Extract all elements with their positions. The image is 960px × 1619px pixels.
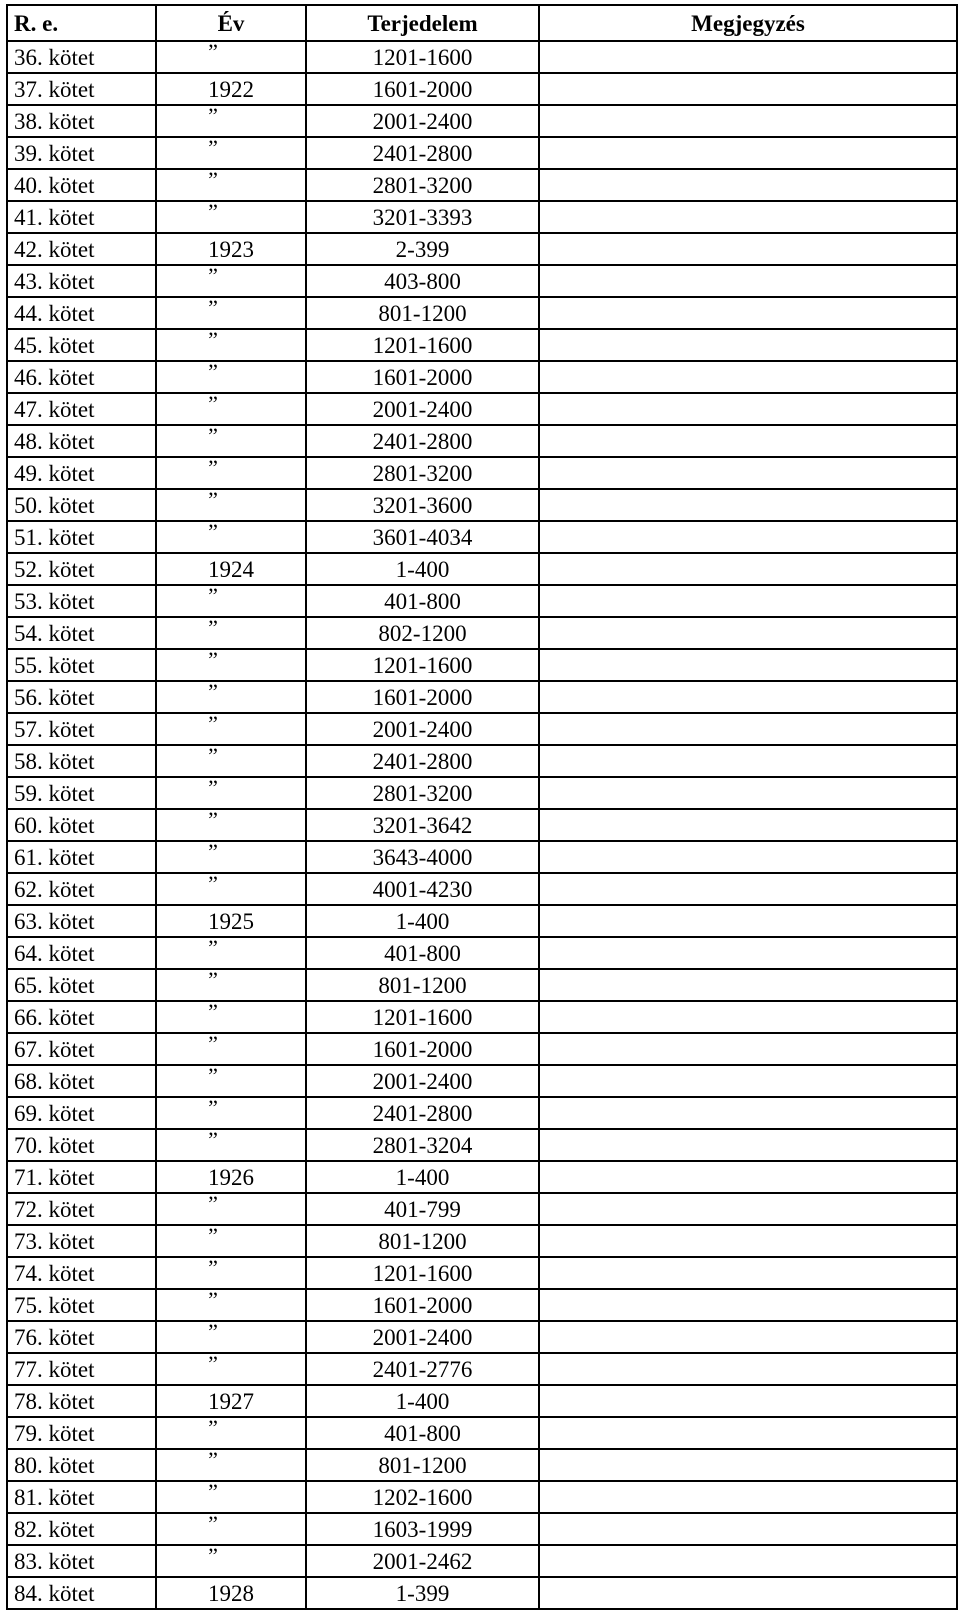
cell-volume: 48. kötet: [7, 425, 156, 457]
cell-year: [156, 649, 306, 681]
cell-note: [539, 681, 957, 713]
cell-note: [539, 745, 957, 777]
cell-range: 1601-2000: [306, 361, 539, 393]
cell-range: 2401-2800: [306, 1097, 539, 1129]
table-row: [7, 1481, 957, 1513]
cell-year: [156, 969, 306, 1001]
cell-volume: 69. kötet: [7, 1097, 156, 1129]
cell-range: 1-400: [306, 553, 539, 585]
cell-note: [539, 1193, 957, 1225]
cell-range: 401-800: [306, 937, 539, 969]
table-row: [7, 777, 957, 809]
cell-volume: 55. kötet: [7, 649, 156, 681]
cell-volume: 83. kötet: [7, 1545, 156, 1577]
cell-note: [539, 1449, 957, 1481]
cell-range: 401-799: [306, 1193, 539, 1225]
table-row: [7, 1225, 957, 1257]
table-row: [7, 41, 957, 73]
header-ev: Év: [156, 5, 306, 41]
cell-note: [539, 841, 957, 873]
ditto-mark: ”: [208, 937, 218, 960]
cell-year: [156, 41, 306, 73]
cell-volume: 72. kötet: [7, 1193, 156, 1225]
table-row: [7, 137, 957, 169]
ditto-mark: ”: [208, 585, 218, 608]
cell-range: 801-1200: [306, 297, 539, 329]
table-body: [7, 41, 957, 1609]
table-row: [7, 1257, 957, 1289]
ditto-mark: ”: [208, 969, 218, 992]
cell-volume: 57. kötet: [7, 713, 156, 745]
cell-range: 1601-2000: [306, 1033, 539, 1065]
cell-volume: 39. kötet: [7, 137, 156, 169]
cell-volume: 38. kötet: [7, 105, 156, 137]
cell-volume: 36. kötet: [7, 41, 156, 73]
cell-volume: 56. kötet: [7, 681, 156, 713]
table-row: [7, 937, 957, 969]
cell-volume: 54. kötet: [7, 617, 156, 649]
table-row: [7, 73, 957, 105]
cell-range: 3643-4000: [306, 841, 539, 873]
cell-range: 2801-3200: [306, 777, 539, 809]
cell-note: [539, 41, 957, 73]
ditto-mark: ”: [208, 1513, 218, 1536]
table-row: [7, 1001, 957, 1033]
cell-note: [539, 1033, 957, 1065]
cell-range: 3201-3393: [306, 201, 539, 233]
ditto-mark: ”: [208, 457, 218, 480]
cell-range: 2001-2400: [306, 105, 539, 137]
ditto-mark: ”: [208, 329, 218, 352]
table-row: [7, 1065, 957, 1097]
cell-year: [156, 1001, 306, 1033]
table-row: [7, 905, 957, 937]
cell-range: 2001-2400: [306, 1321, 539, 1353]
cell-range: 1601-2000: [306, 1289, 539, 1321]
cell-range: 1201-1600: [306, 41, 539, 73]
cell-note: [539, 1289, 957, 1321]
cell-note: [539, 233, 957, 265]
cell-range: 801-1200: [306, 969, 539, 1001]
ditto-mark: ”: [208, 1545, 218, 1568]
cell-range: 2401-2800: [306, 425, 539, 457]
ditto-mark: ”: [208, 1193, 218, 1216]
cell-note: [539, 873, 957, 905]
cell-volume: 51. kötet: [7, 521, 156, 553]
cell-range: 4001-4230: [306, 873, 539, 905]
ditto-mark: ”: [208, 1321, 218, 1344]
cell-range: 2001-2400: [306, 713, 539, 745]
ditto-mark: ”: [208, 1257, 218, 1280]
cell-volume: 65. kötet: [7, 969, 156, 1001]
ditto-mark: ”: [208, 713, 218, 736]
ditto-mark: ”: [208, 425, 218, 448]
cell-range: 2001-2462: [306, 1545, 539, 1577]
cell-range: 2001-2400: [306, 1065, 539, 1097]
cell-note: [539, 265, 957, 297]
cell-volume: 80. kötet: [7, 1449, 156, 1481]
cell-note: [539, 649, 957, 681]
cell-range: 802-1200: [306, 617, 539, 649]
table-row: [7, 1577, 957, 1609]
cell-volume: 40. kötet: [7, 169, 156, 201]
cell-year: [156, 809, 306, 841]
cell-volume: 60. kötet: [7, 809, 156, 841]
cell-year: [156, 1033, 306, 1065]
cell-volume: 63. kötet: [7, 905, 156, 937]
cell-note: [539, 1321, 957, 1353]
table-row: [7, 809, 957, 841]
cell-year: 1925: [156, 905, 306, 937]
cell-year: [156, 1513, 306, 1545]
cell-note: [539, 137, 957, 169]
cell-year: [156, 297, 306, 329]
cell-note: [539, 1417, 957, 1449]
table-row: [7, 553, 957, 585]
cell-volume: 84. kötet: [7, 1577, 156, 1609]
table-row: [7, 649, 957, 681]
cell-year: [156, 745, 306, 777]
cell-range: 1201-1600: [306, 329, 539, 361]
cell-note: [539, 73, 957, 105]
table-row: [7, 873, 957, 905]
cell-note: [539, 105, 957, 137]
ditto-mark: ”: [208, 489, 218, 512]
table-row: [7, 1353, 957, 1385]
cell-year: [156, 201, 306, 233]
cell-volume: 78. kötet: [7, 1385, 156, 1417]
cell-note: [539, 1257, 957, 1289]
volumes-table: [6, 4, 958, 1610]
cell-note: [539, 297, 957, 329]
cell-note: [539, 1545, 957, 1577]
cell-volume: 64. kötet: [7, 937, 156, 969]
cell-note: [539, 1097, 957, 1129]
cell-year: [156, 393, 306, 425]
cell-note: [539, 969, 957, 1001]
cell-volume: 68. kötet: [7, 1065, 156, 1097]
table-row: [7, 521, 957, 553]
cell-range: 1-400: [306, 1161, 539, 1193]
table-row: [7, 393, 957, 425]
cell-note: [539, 937, 957, 969]
table-row: [7, 1321, 957, 1353]
table-row: [7, 297, 957, 329]
ditto-mark: ”: [208, 1449, 218, 1472]
ditto-mark: ”: [208, 361, 218, 384]
cell-year: [156, 265, 306, 297]
cell-year: [156, 521, 306, 553]
ditto-mark: ”: [208, 1225, 218, 1248]
cell-volume: 70. kötet: [7, 1129, 156, 1161]
cell-range: 2801-3200: [306, 169, 539, 201]
cell-volume: 77. kötet: [7, 1353, 156, 1385]
cell-year: [156, 1417, 306, 1449]
cell-year: [156, 873, 306, 905]
cell-volume: 74. kötet: [7, 1257, 156, 1289]
cell-volume: 45. kötet: [7, 329, 156, 361]
cell-range: 2401-2800: [306, 137, 539, 169]
cell-note: [539, 489, 957, 521]
cell-volume: 37. kötet: [7, 73, 156, 105]
ditto-mark: ”: [208, 1097, 218, 1120]
ditto-mark: ”: [208, 393, 218, 416]
cell-volume: 76. kötet: [7, 1321, 156, 1353]
cell-year: 1927: [156, 1385, 306, 1417]
cell-note: [539, 617, 957, 649]
cell-volume: 53. kötet: [7, 585, 156, 617]
ditto-mark: ”: [208, 1129, 218, 1152]
table-row: [7, 1161, 957, 1193]
table-row: [7, 489, 957, 521]
cell-note: [539, 1513, 957, 1545]
cell-volume: 52. kötet: [7, 553, 156, 585]
cell-note: [539, 361, 957, 393]
ditto-mark: ”: [208, 745, 218, 768]
table-row: [7, 361, 957, 393]
table-row: [7, 969, 957, 1001]
cell-year: [156, 489, 306, 521]
table-row: [7, 201, 957, 233]
ditto-mark: ”: [208, 1481, 218, 1504]
cell-note: [539, 201, 957, 233]
cell-year: [156, 425, 306, 457]
cell-range: 3201-3600: [306, 489, 539, 521]
cell-volume: 44. kötet: [7, 297, 156, 329]
table-row: [7, 169, 957, 201]
cell-volume: 41. kötet: [7, 201, 156, 233]
table-row: [7, 265, 957, 297]
table-row: [7, 1513, 957, 1545]
cell-note: [539, 1353, 957, 1385]
cell-range: 2801-3200: [306, 457, 539, 489]
ditto-mark: ”: [208, 169, 218, 192]
table-row: [7, 105, 957, 137]
table-row: [7, 681, 957, 713]
cell-year: [156, 1257, 306, 1289]
cell-note: [539, 905, 957, 937]
header-megjegyzes: Megjegyzés: [539, 5, 957, 41]
cell-note: [539, 1129, 957, 1161]
cell-year: [156, 841, 306, 873]
cell-note: [539, 1225, 957, 1257]
ditto-mark: ”: [208, 201, 218, 224]
ditto-mark: ”: [208, 1417, 218, 1440]
cell-year: [156, 585, 306, 617]
cell-volume: 79. kötet: [7, 1417, 156, 1449]
cell-range: 801-1200: [306, 1225, 539, 1257]
cell-year: [156, 1321, 306, 1353]
cell-range: 1-400: [306, 905, 539, 937]
cell-range: 1601-2000: [306, 73, 539, 105]
cell-note: [539, 1065, 957, 1097]
cell-note: [539, 713, 957, 745]
ditto-mark: ”: [208, 297, 218, 320]
cell-range: 1201-1600: [306, 649, 539, 681]
table-row: [7, 1417, 957, 1449]
cell-year: [156, 1193, 306, 1225]
table-row: [7, 745, 957, 777]
cell-range: 2801-3204: [306, 1129, 539, 1161]
cell-volume: 61. kötet: [7, 841, 156, 873]
table-row: [7, 1385, 957, 1417]
ditto-mark: ”: [208, 681, 218, 704]
cell-note: [539, 777, 957, 809]
cell-volume: 71. kötet: [7, 1161, 156, 1193]
cell-year: [156, 137, 306, 169]
cell-volume: 43. kötet: [7, 265, 156, 297]
table-row: [7, 1033, 957, 1065]
cell-range: 2-399: [306, 233, 539, 265]
ditto-mark: ”: [208, 137, 218, 160]
ditto-mark: ”: [208, 841, 218, 864]
cell-range: 403-800: [306, 265, 539, 297]
cell-volume: 50. kötet: [7, 489, 156, 521]
cell-range: 3601-4034: [306, 521, 539, 553]
cell-range: 1-399: [306, 1577, 539, 1609]
cell-volume: 73. kötet: [7, 1225, 156, 1257]
ditto-mark: ”: [208, 1033, 218, 1056]
ditto-mark: ”: [208, 41, 218, 64]
cell-volume: 42. kötet: [7, 233, 156, 265]
cell-note: [539, 809, 957, 841]
cell-volume: 46. kötet: [7, 361, 156, 393]
cell-note: [539, 1161, 957, 1193]
cell-range: 2001-2400: [306, 393, 539, 425]
cell-note: [539, 585, 957, 617]
ditto-mark: ”: [208, 1001, 218, 1024]
cell-year: [156, 713, 306, 745]
cell-volume: 58. kötet: [7, 745, 156, 777]
cell-volume: 49. kötet: [7, 457, 156, 489]
cell-year: [156, 777, 306, 809]
cell-range: 1201-1600: [306, 1001, 539, 1033]
cell-year: [156, 1545, 306, 1577]
table-row: [7, 713, 957, 745]
cell-volume: 81. kötet: [7, 1481, 156, 1513]
cell-range: 1603-1999: [306, 1513, 539, 1545]
ditto-mark: ”: [208, 521, 218, 544]
cell-range: 1601-2000: [306, 681, 539, 713]
ditto-mark: ”: [208, 777, 218, 800]
cell-note: [539, 393, 957, 425]
cell-range: 801-1200: [306, 1449, 539, 1481]
cell-range: 401-800: [306, 585, 539, 617]
ditto-mark: ”: [208, 873, 218, 896]
cell-year: 1923: [156, 233, 306, 265]
cell-range: 401-800: [306, 1417, 539, 1449]
cell-volume: 62. kötet: [7, 873, 156, 905]
cell-volume: 67. kötet: [7, 1033, 156, 1065]
cell-range: 1202-1600: [306, 1481, 539, 1513]
table-row: [7, 233, 957, 265]
cell-year: [156, 937, 306, 969]
ditto-mark: ”: [208, 649, 218, 672]
cell-note: [539, 1481, 957, 1513]
table-row: [7, 1545, 957, 1577]
table-row: [7, 1449, 957, 1481]
cell-volume: 82. kötet: [7, 1513, 156, 1545]
table-header-row: [7, 5, 957, 41]
cell-range: 2401-2800: [306, 745, 539, 777]
cell-note: [539, 457, 957, 489]
cell-year: [156, 1353, 306, 1385]
cell-year: [156, 457, 306, 489]
cell-note: [539, 1577, 957, 1609]
ditto-mark: ”: [208, 1289, 218, 1312]
cell-year: [156, 105, 306, 137]
table-row: [7, 585, 957, 617]
ditto-mark: ”: [208, 105, 218, 128]
table-row: [7, 1193, 957, 1225]
table-row: [7, 457, 957, 489]
ditto-mark: ”: [208, 265, 218, 288]
cell-year: [156, 1097, 306, 1129]
table-row: [7, 425, 957, 457]
cell-note: [539, 169, 957, 201]
cell-year: [156, 1065, 306, 1097]
cell-year: [156, 1481, 306, 1513]
header-re: R. e.: [7, 5, 156, 41]
cell-range: 1-400: [306, 1385, 539, 1417]
cell-year: [156, 361, 306, 393]
cell-note: [539, 425, 957, 457]
cell-year: [156, 681, 306, 713]
ditto-mark: ”: [208, 809, 218, 832]
cell-year: [156, 617, 306, 649]
cell-note: [539, 329, 957, 361]
cell-year: 1926: [156, 1161, 306, 1193]
cell-volume: 59. kötet: [7, 777, 156, 809]
cell-note: [539, 1001, 957, 1033]
ditto-mark: ”: [208, 617, 218, 640]
cell-range: 3201-3642: [306, 809, 539, 841]
cell-range: 2401-2776: [306, 1353, 539, 1385]
header-terjedelem: Terjedelem: [306, 5, 539, 41]
cell-year: [156, 1225, 306, 1257]
cell-year: 1924: [156, 553, 306, 585]
ditto-mark: ”: [208, 1353, 218, 1376]
table-row: [7, 329, 957, 361]
cell-note: [539, 553, 957, 585]
cell-year: [156, 1449, 306, 1481]
cell-volume: 75. kötet: [7, 1289, 156, 1321]
cell-year: [156, 1289, 306, 1321]
ditto-mark: ”: [208, 1065, 218, 1088]
table-row: [7, 1097, 957, 1129]
cell-volume: 47. kötet: [7, 393, 156, 425]
cell-year: 1928: [156, 1577, 306, 1609]
table-row: [7, 1289, 957, 1321]
cell-year: [156, 329, 306, 361]
cell-note: [539, 1385, 957, 1417]
cell-range: 1201-1600: [306, 1257, 539, 1289]
cell-year: 1922: [156, 73, 306, 105]
table-row: [7, 617, 957, 649]
cell-volume: 66. kötet: [7, 1001, 156, 1033]
cell-note: [539, 521, 957, 553]
cell-year: [156, 169, 306, 201]
table-row: [7, 1129, 957, 1161]
cell-year: [156, 1129, 306, 1161]
table-row: [7, 841, 957, 873]
